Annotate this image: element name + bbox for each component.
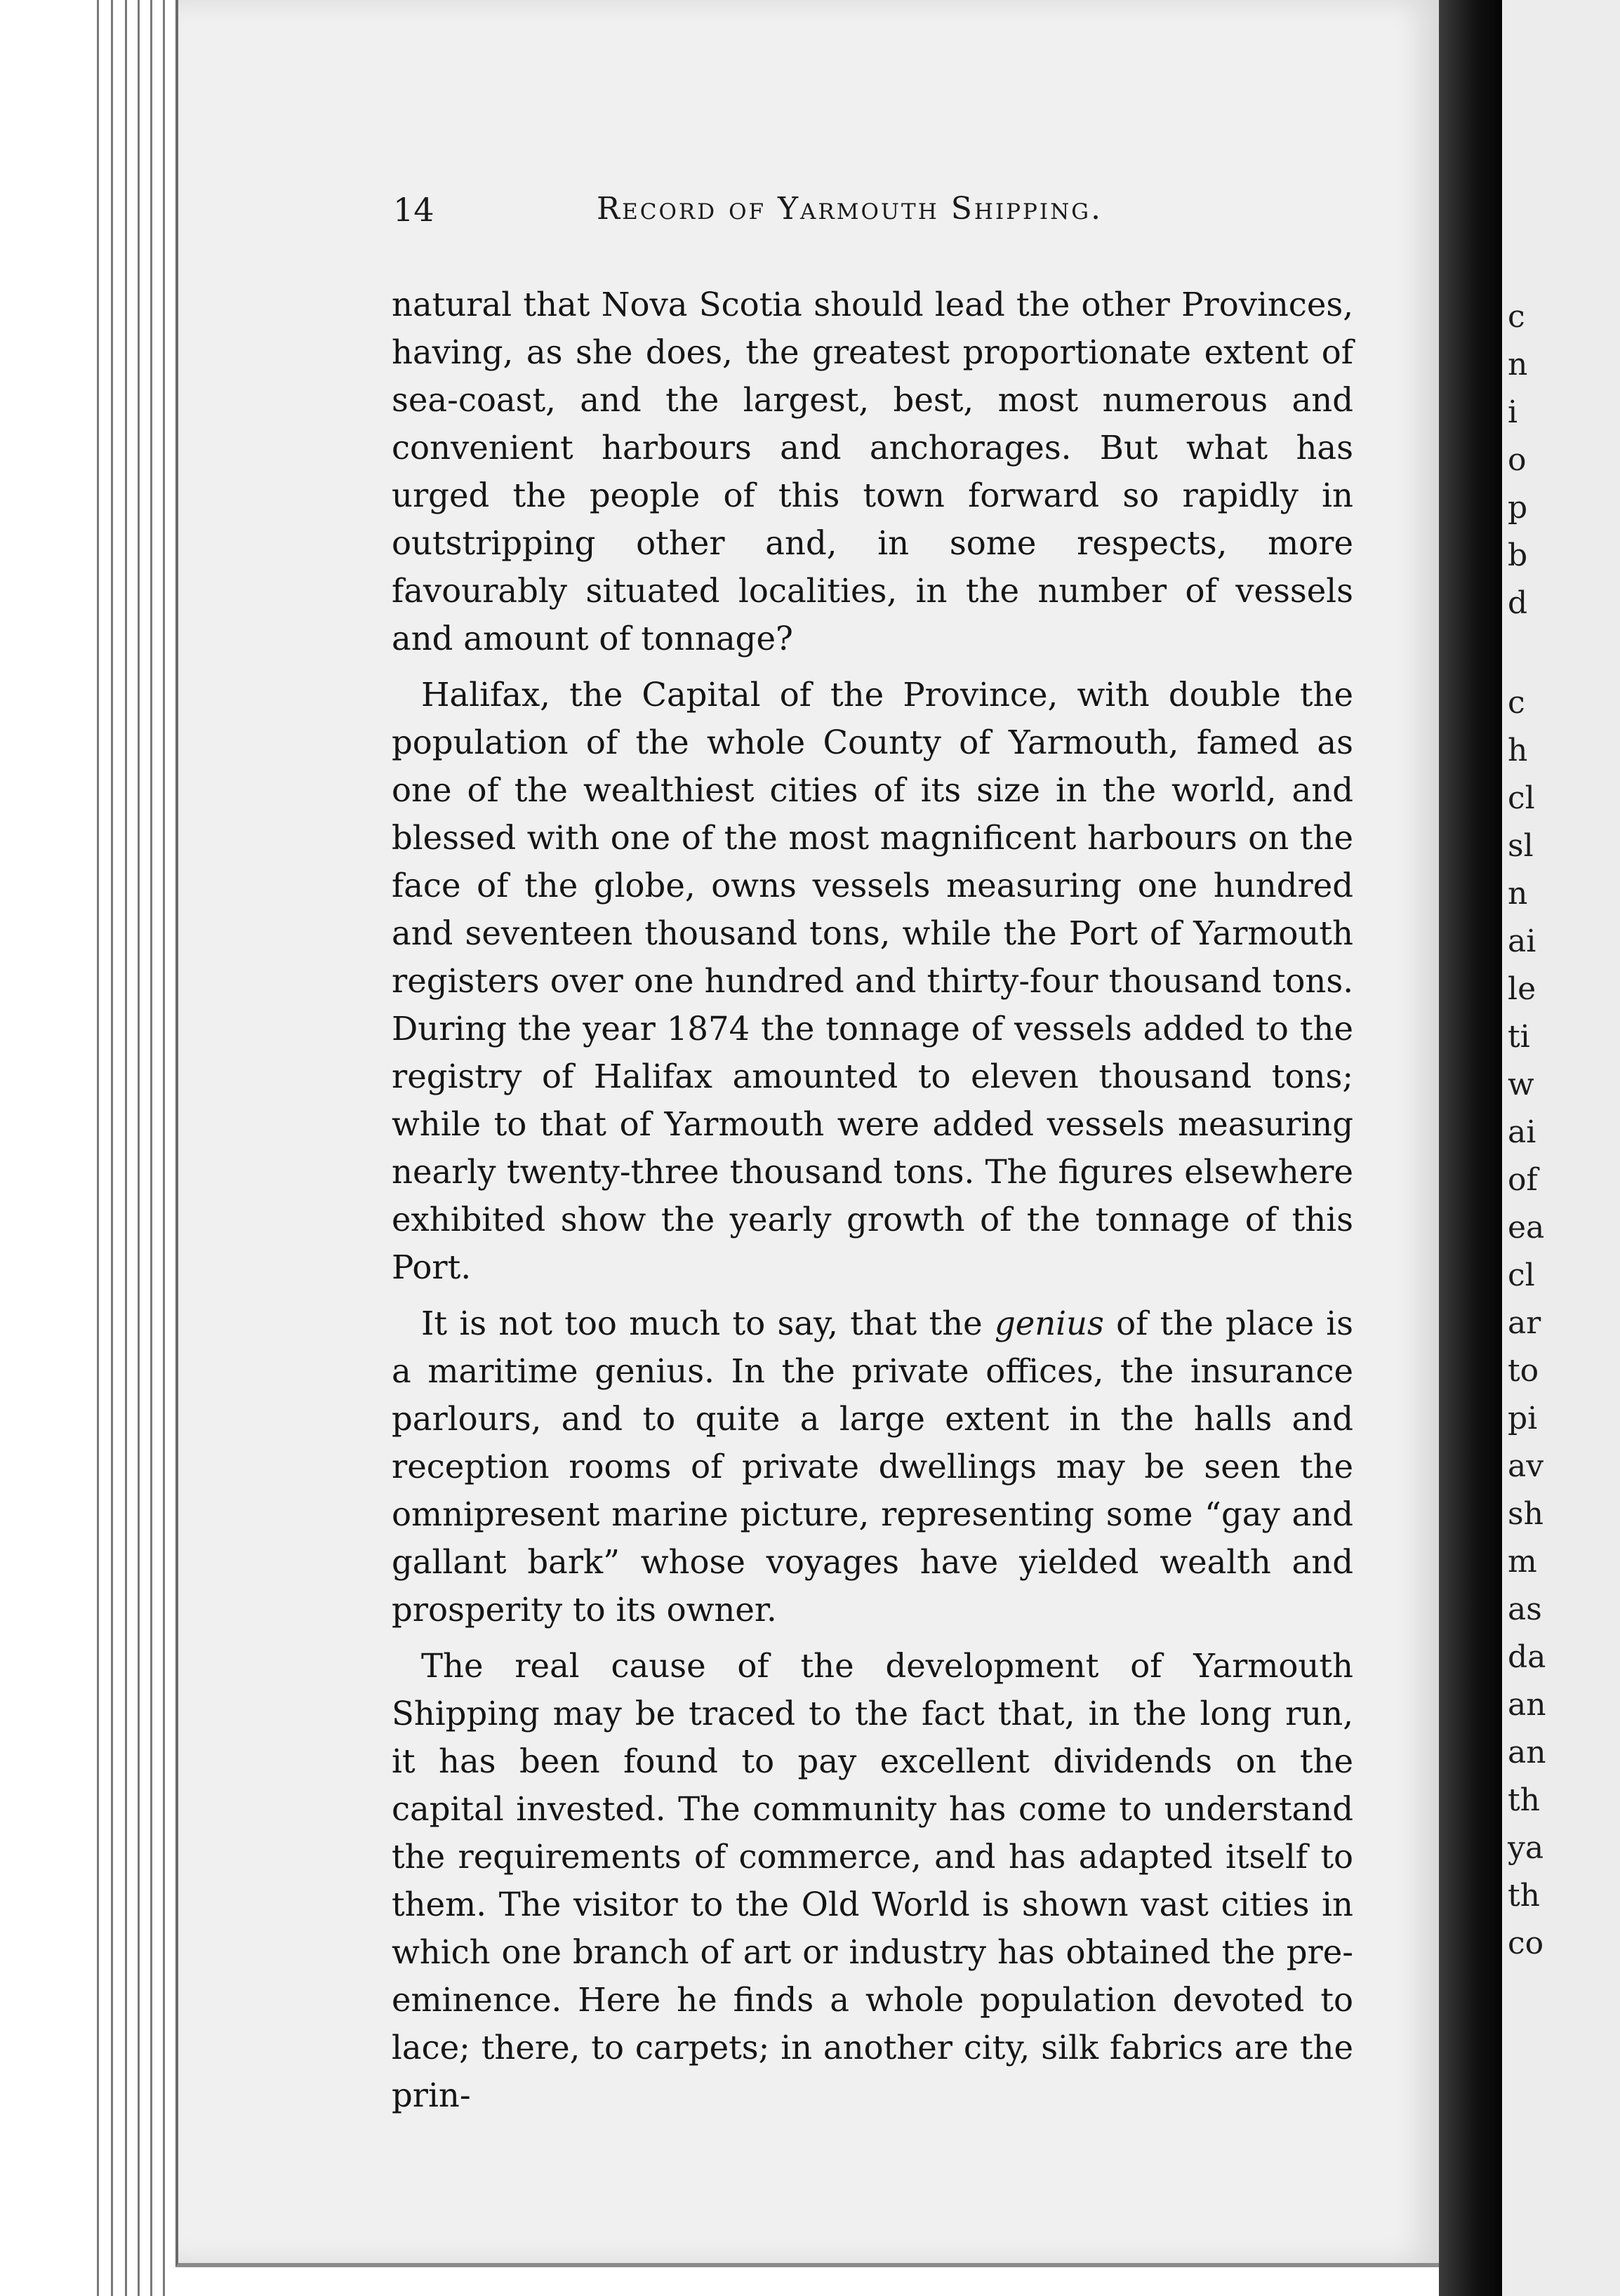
facing-page-fragment: av: [1508, 1448, 1544, 1484]
facing-page-fragment: p: [1508, 490, 1528, 526]
facing-page-fragment: of: [1508, 1162, 1538, 1198]
facing-page-fragment: sl: [1508, 828, 1534, 864]
facing-page-fragment: ti: [1508, 1019, 1530, 1055]
facing-page-fragment: ea: [1508, 1210, 1545, 1246]
facing-page-fragment: th: [1508, 1878, 1541, 1914]
facing-page-fragment: ar: [1508, 1305, 1541, 1341]
facing-page-fragment: cl: [1508, 780, 1535, 816]
facing-page-fragment: le: [1508, 971, 1536, 1007]
facing-page-fragment: w: [1508, 1067, 1534, 1102]
facing-page-fragment: n: [1508, 876, 1528, 912]
facing-page-fragment: b: [1508, 538, 1528, 573]
facing-page-fragment: h: [1508, 733, 1528, 768]
paragraph-text: It is not too much to say, that the: [421, 1304, 995, 1342]
facing-page-fragment: ai: [1508, 1114, 1536, 1150]
body-text: [392, 281, 1353, 2128]
facing-page-fragment: d: [1508, 585, 1528, 621]
emphasis-text: genius: [994, 1304, 1104, 1342]
facing-page-fragment: c: [1508, 685, 1525, 721]
facing-page-fragment: sh: [1508, 1496, 1543, 1532]
facing-page-fragment: o: [1508, 442, 1527, 478]
facing-page-fragment: n: [1508, 347, 1528, 382]
facing-page-fragment: th: [1508, 1782, 1541, 1818]
facing-page-fragment: as: [1508, 1591, 1542, 1627]
paragraph-text: of the place is a maritime genius. In the private offices, the insurance parlours, and to quite a large extent in the halls and reception rooms of private dwellings may be seen the omnipresent marine picture, representing some “gay and gallant bark” whose voyages have yielded wealth and prosperity to its owner.: [392, 1304, 1353, 1629]
page-edge: [125, 0, 127, 2296]
paragraph: Halifax, the Capital of the Province, with double the population of the whole County of Yarmouth, famed as one of the wealthiest cities of its size in the world, and blessed with one of the most magnificent harbours on the face of the globe, owns vessels measuring one hundred and seventeen thousand tons, while the Port of Yarmouth registers over one hundred and thirty-four thousand tons. During the year 1874 the tonnage of vessels added to the registry of Halifax amounted to eleven thousand tons; while to that of Yarmouth were added vessels measuring nearly twenty-three thousand tons. The figures elsewhere exhibited show the yearly growth of the tonnage of this Port.: [392, 676, 1353, 1286]
paragraph: The real cause of the development of Yarmouth Shipping may be traced to the fact that, in the long run, it has been found to pay excellent dividends on the capital invested. The community has come to understand the requirements of commerce, and has adapted itself to them. The visitor to the Old World is shown vast cities in which one branch of art or industry has obtained the pre-eminence. Here he finds a whole population devoted to lace; there, to carpets; in another city, silk fabrics are the prin-: [392, 1647, 1353, 2114]
facing-page-fragment: cl: [1508, 1257, 1535, 1293]
facing-page-fragment: co: [1508, 1925, 1544, 1961]
facing-page-fragment: da: [1508, 1639, 1546, 1675]
facing-page-fragment: an: [1508, 1687, 1546, 1723]
facing-page-fragment: m: [1508, 1544, 1537, 1580]
facing-page-fragment: i: [1508, 394, 1518, 430]
running-title: Record of Yarmouth Shipping.: [597, 191, 1103, 227]
page-edge: [97, 0, 99, 2296]
page-edge: [111, 0, 113, 2296]
facing-page-fragment: an: [1508, 1735, 1546, 1770]
gutter-shadow: [1439, 0, 1502, 2296]
paragraph: natural that Nova Scotia should lead the other Provinces, having, as she does, the greatest proportionate extent of sea-coast, and the largest, best, most numerous and convenient harbours and anchorages. But what has urged the people of this town forward so rapidly in outstripping other and, in some respects, more favourably situated localities, in the number of vessels and amount of tonnage?: [392, 286, 1353, 658]
facing-page-fragment: c: [1508, 299, 1525, 335]
facing-page-fragment: ya: [1508, 1830, 1544, 1866]
page-edge: [163, 0, 165, 2296]
page-edge: [138, 0, 140, 2296]
facing-page-fragment: pi: [1508, 1401, 1538, 1436]
page-edge: [150, 0, 152, 2296]
page-number: 14: [393, 191, 434, 229]
paragraph: [392, 1300, 1353, 1634]
facing-page-fragment: ai: [1508, 923, 1536, 959]
facing-page-fragment: to: [1508, 1353, 1539, 1389]
page-header: [393, 191, 1376, 247]
